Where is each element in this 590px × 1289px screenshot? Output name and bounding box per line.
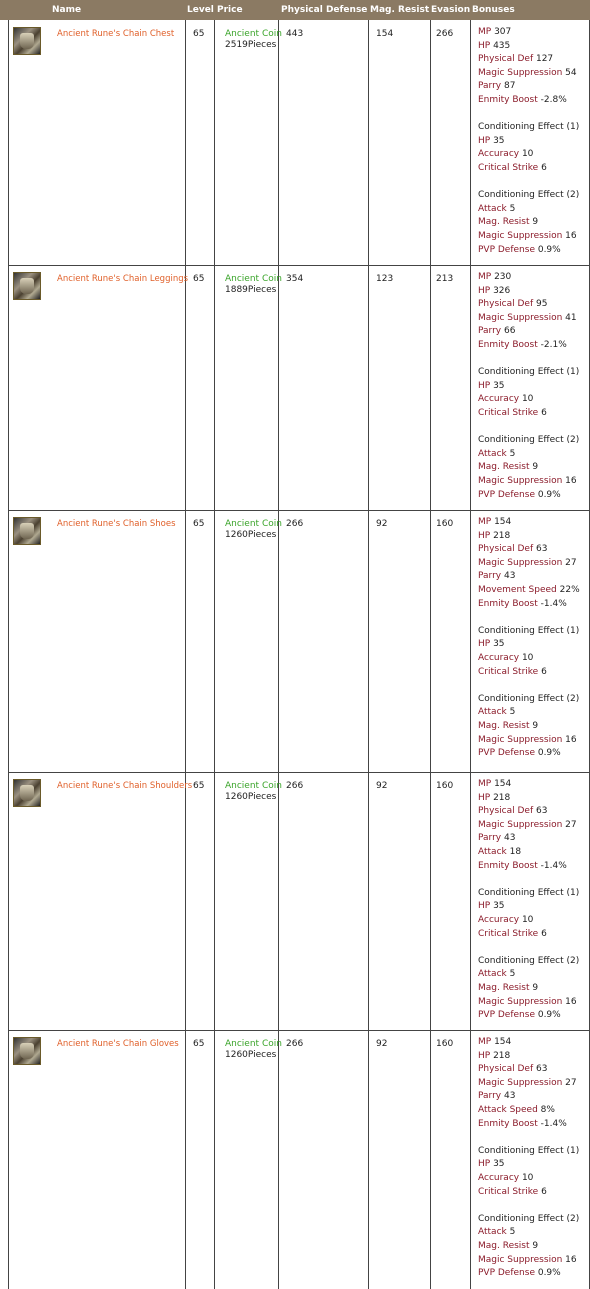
bonus-group-gap [478, 421, 579, 435]
physical-defense-value: 266 [286, 781, 304, 791]
price-currency: Ancient Coin [225, 29, 282, 39]
mag-resist-value: 154 [376, 29, 394, 39]
bonus-line: Physical Def 95 [478, 299, 548, 310]
bonus-line: Physical Def 63 [478, 1064, 548, 1075]
bonuses-list [478, 26, 579, 257]
item-icon [13, 1037, 41, 1065]
physical-defense-value: 266 [286, 1039, 304, 1049]
header-bonuses: Bonuses [472, 5, 515, 15]
item-icon [13, 272, 41, 300]
bonus-line: Attack Speed 8% [478, 1104, 555, 1115]
physical-defense-value: 443 [286, 29, 304, 39]
bonus-line: Attack 18 [478, 846, 522, 857]
row-divider [8, 265, 589, 266]
bonus-group-gap [478, 176, 579, 190]
conditioning-effect-heading: Conditioning Effect (2) [478, 1213, 580, 1224]
bonuses-list [478, 1036, 579, 1281]
bonus-line: Attack 5 [478, 707, 516, 718]
row-divider [8, 772, 589, 773]
physical-defense-value: 354 [286, 274, 304, 284]
header-physical-defense: Physical Defense [281, 5, 368, 15]
bonuses-list [478, 778, 579, 1023]
bonus-line: Accuracy 10 [478, 652, 534, 663]
item-name-link[interactable]: Ancient Rune's Chain Leggings [57, 274, 189, 284]
conditioning-effect-heading: Conditioning Effect (2) [478, 955, 580, 966]
price-currency: Ancient Coin [225, 1039, 282, 1049]
item-level: 65 [193, 519, 205, 529]
mag-resist-value: 92 [376, 781, 388, 791]
conditioning-effect-heading: Conditioning Effect (1) [478, 887, 580, 898]
bonus-line: HP 435 [478, 40, 511, 51]
bonus-line: HP 218 [478, 1050, 511, 1061]
bonus-line: HP 218 [478, 530, 511, 541]
price-currency: Ancient Coin [225, 519, 282, 529]
bonus-group-gap [478, 1199, 579, 1213]
item-name-link[interactable]: Ancient Rune's Chain Shoulders [57, 781, 193, 791]
bonus-line: MP 154 [478, 517, 512, 527]
bonus-line: PVP Defense 0.9% [478, 489, 561, 500]
bonus-line: Critical Strike 6 [478, 666, 547, 677]
evasion-value: 160 [436, 1039, 454, 1049]
price-amount: 1260Pieces [225, 530, 277, 540]
bonus-line: HP 35 [478, 639, 505, 650]
bonus-line: MP 154 [478, 1037, 512, 1047]
bonus-line: Critical Strike 6 [478, 162, 547, 173]
header-name: Name [52, 5, 82, 15]
conditioning-effect-heading: Conditioning Effect (1) [478, 1145, 580, 1156]
bonus-line: MP 230 [478, 272, 512, 282]
conditioning-effect-heading: Conditioning Effect (2) [478, 190, 580, 201]
header-evasion: Evasion [431, 5, 471, 15]
bonus-group-gap [478, 611, 580, 625]
bonus-line: Parry 43 [478, 571, 516, 582]
header-mag-resist: Mag. Resist [370, 5, 430, 15]
bonus-line: Magic Suppression 27 [478, 1077, 577, 1088]
bonus-line: HP 35 [478, 1159, 505, 1170]
conditioning-effect-heading: Conditioning Effect (2) [478, 435, 580, 446]
price-amount: 1889Pieces [225, 285, 277, 295]
item-level: 65 [193, 1039, 205, 1049]
column-divider [368, 20, 369, 1289]
bonus-group-gap [478, 941, 579, 955]
bonus-line: Enmity Boost -1.4% [478, 598, 567, 609]
bonus-line: Magic Suppression 41 [478, 312, 577, 323]
column-divider [470, 20, 471, 1289]
bonuses-list [478, 271, 579, 502]
bonus-line: Magic Suppression 16 [478, 734, 577, 745]
bonus-line: Magic Suppression 27 [478, 557, 577, 568]
bonus-line: Critical Strike 6 [478, 928, 547, 939]
bonus-line: Parry 87 [478, 81, 516, 92]
bonus-line: Critical Strike 6 [478, 407, 547, 418]
price-amount: 1260Pieces [225, 1050, 277, 1060]
bonus-line: Mag. Resist 9 [478, 1240, 539, 1251]
price-amount: 1260Pieces [225, 792, 277, 802]
bonus-group-gap [478, 1131, 579, 1145]
bonus-line: Physical Def 127 [478, 54, 554, 65]
bonus-line: MP 307 [478, 27, 512, 37]
bonus-line: Accuracy 10 [478, 394, 534, 405]
bonus-line: HP 35 [478, 135, 505, 146]
header-price: Price [217, 5, 243, 15]
conditioning-effect-heading: Conditioning Effect (1) [478, 367, 580, 378]
bonus-line: Parry 66 [478, 326, 516, 337]
price-currency: Ancient Coin [225, 781, 282, 791]
bonus-line: Enmity Boost -2.1% [478, 339, 567, 350]
mag-resist-value: 123 [376, 274, 394, 284]
bonus-line: Accuracy 10 [478, 149, 534, 160]
bonus-line: Enmity Boost -1.4% [478, 1118, 567, 1129]
bonus-line: Mag. Resist 9 [478, 462, 539, 473]
bonus-line: Enmity Boost -1.4% [478, 860, 567, 871]
bonus-line: PVP Defense 0.9% [478, 748, 561, 759]
evasion-value: 266 [436, 29, 454, 39]
bonus-line: Magic Suppression 16 [478, 475, 577, 486]
item-icon [13, 517, 41, 545]
bonus-line: PVP Defense 0.9% [478, 244, 561, 255]
bonuses-list [478, 516, 580, 761]
bonus-line: Parry 43 [478, 1091, 516, 1102]
item-level: 65 [193, 274, 205, 284]
bonus-line: Magic Suppression 16 [478, 1254, 577, 1265]
bonus-line: HP 35 [478, 901, 505, 912]
bonus-line: Mag. Resist 9 [478, 982, 539, 993]
mag-resist-value: 92 [376, 1039, 388, 1049]
bonus-line: Physical Def 63 [478, 544, 548, 555]
evasion-value: 213 [436, 274, 454, 284]
item-name-link[interactable]: Ancient Rune's Chain Shoes [57, 519, 176, 529]
item-level: 65 [193, 29, 205, 39]
evasion-value: 160 [436, 519, 454, 529]
bonus-group-gap [478, 353, 579, 367]
bonus-group-gap [478, 873, 579, 887]
conditioning-effect-heading: Conditioning Effect (1) [478, 122, 580, 133]
mag-resist-value: 92 [376, 519, 388, 529]
item-icon [13, 27, 41, 55]
bonus-line: Mag. Resist 9 [478, 217, 539, 228]
bonus-group-gap [478, 108, 579, 122]
bonus-line: Magic Suppression 27 [478, 819, 577, 830]
column-divider [214, 20, 215, 1289]
price-currency: Ancient Coin [225, 274, 282, 284]
column-divider [8, 20, 9, 1289]
bonus-line: Attack 5 [478, 1227, 516, 1238]
bonus-line: Parry 43 [478, 833, 516, 844]
bonus-line: MP 154 [478, 779, 512, 789]
bonus-line: HP 218 [478, 792, 511, 803]
row-divider [8, 510, 589, 511]
conditioning-effect-heading: Conditioning Effect (1) [478, 625, 580, 636]
bonus-line: Accuracy 10 [478, 914, 534, 925]
bonus-line: Attack 5 [478, 448, 516, 459]
bonus-line: PVP Defense 0.9% [478, 1268, 561, 1279]
evasion-value: 160 [436, 781, 454, 791]
bonus-line: Magic Suppression 54 [478, 67, 577, 78]
bonus-line: PVP Defense 0.9% [478, 1010, 561, 1021]
header-level: Level [187, 5, 214, 15]
column-divider [430, 20, 431, 1289]
bonus-line: Magic Suppression 16 [478, 230, 577, 241]
bonus-line: Accuracy 10 [478, 1172, 534, 1183]
bonus-line: Attack 5 [478, 203, 516, 214]
item-name-link[interactable]: Ancient Rune's Chain Gloves [57, 1039, 179, 1049]
physical-defense-value: 266 [286, 519, 304, 529]
item-level: 65 [193, 781, 205, 791]
bonus-line: Mag. Resist 9 [478, 720, 539, 731]
price-amount: 2519Pieces [225, 40, 277, 50]
bonus-line: HP 35 [478, 380, 505, 391]
bonus-group-gap [478, 679, 580, 693]
bonus-line: HP 326 [478, 285, 511, 296]
bonus-line: Magic Suppression 16 [478, 996, 577, 1007]
column-divider [185, 20, 186, 1289]
bonus-line: Physical Def 63 [478, 806, 548, 817]
item-icon [13, 779, 41, 807]
bonus-line: Enmity Boost -2.8% [478, 94, 567, 105]
bonus-line: Critical Strike 6 [478, 1186, 547, 1197]
row-divider [8, 1030, 589, 1031]
column-divider [278, 20, 279, 1289]
conditioning-effect-heading: Conditioning Effect (2) [478, 693, 580, 704]
bonus-line: Attack 5 [478, 969, 516, 980]
table-header [0, 0, 590, 20]
item-name-link[interactable]: Ancient Rune's Chain Chest [57, 29, 175, 39]
bonus-line: Movement Speed 22% [478, 584, 580, 595]
